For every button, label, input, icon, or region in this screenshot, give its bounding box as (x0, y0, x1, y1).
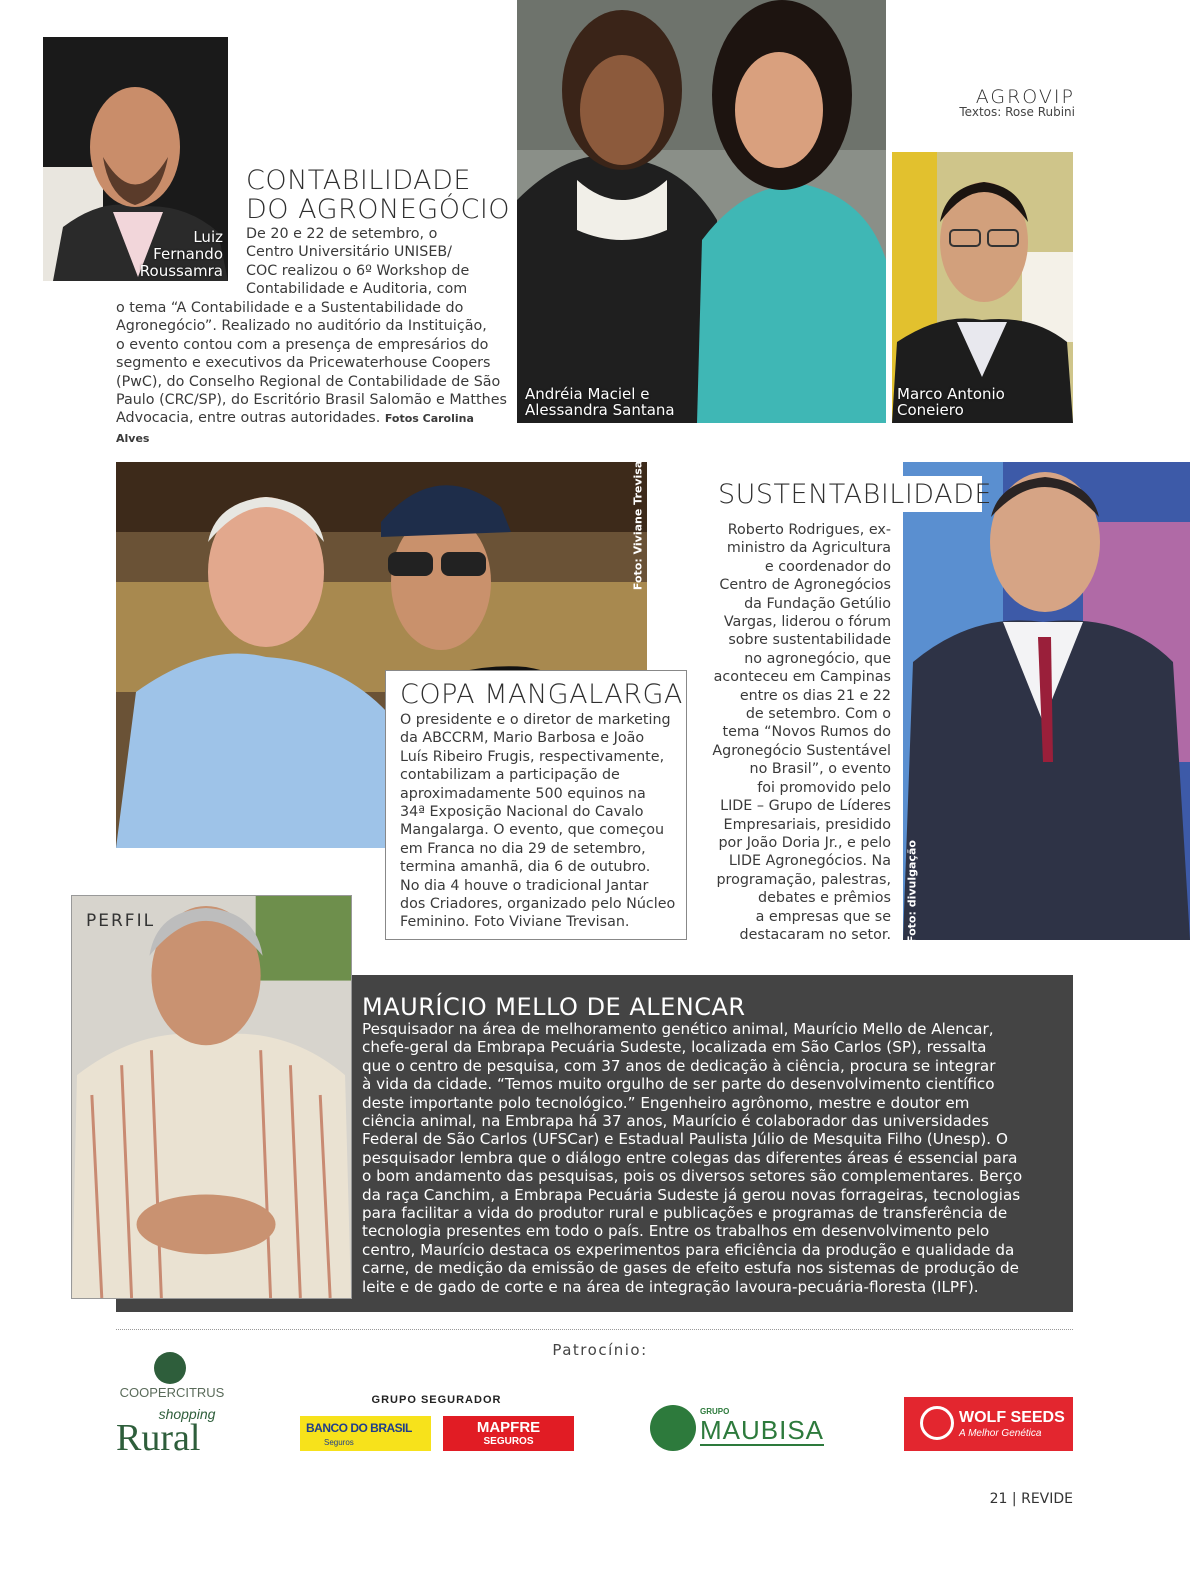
text-line: chefe-geral da Embrapa Pecuária Sudeste, localizada em São Carlos (SP), ressalta (362, 1038, 987, 1057)
text-line: por João Doria Jr., e pelo (718, 834, 891, 851)
text-line (116, 409, 511, 448)
text-line: deste importante polo tecnológico.” Engenheiro agrônomo, mestre e doutor em (362, 1093, 970, 1112)
text-line: e coordenador do (764, 558, 891, 575)
text-line: da Fundação Getúlio (744, 595, 891, 612)
text-line: sobre sustentabilidade (728, 632, 891, 649)
heading-mauricio: MAURÍCIO MELLO DE ALENCAR (362, 993, 746, 1021)
text-line: Luís Ribeiro Frugis, respectivamente, (400, 748, 665, 765)
caption-marco-2: Coneiero (897, 401, 964, 419)
text-line: aconteceu em Campinas (713, 669, 891, 686)
magazine-name: REVIDE (1021, 1491, 1073, 1507)
maubisa-logo (650, 1405, 830, 1453)
text-line: (PwC), do Conselho Regional de Contabilidade de São (116, 373, 501, 390)
coopercitrus-rural: Rural (116, 1417, 201, 1459)
text-line: Feminino. Foto Viviane Trevisan. (400, 914, 630, 931)
photo-credit-viviane: Foto: Viviane Trevisan (631, 452, 645, 591)
wolf-seeds-logo (904, 1397, 1073, 1451)
photo-credit-divulgacao: Foto: divulgação (905, 840, 919, 943)
text-line: foi promovido pelo (757, 779, 891, 796)
photo-marco-antonio (892, 152, 1073, 423)
text-line: no agronegócio, que (744, 650, 891, 667)
text-line: para facilitar a vida do produtor rural e publicações e programas de transferência de (362, 1204, 1008, 1223)
heading-sustentabilidade: SUSTENTABILIDADE (718, 479, 992, 510)
perfil-text (362, 1020, 1067, 1296)
text-line: Roberto Rodrigues, ex- (727, 522, 891, 538)
text-line: Contabilidade e Auditoria, com (246, 281, 468, 298)
bb-name: BANCO DO BRASIL (306, 1421, 412, 1435)
text-line: segmento e executivos da Pricewaterhouse Coopers (116, 355, 491, 372)
maubisa-grupo: GRUPO (700, 1407, 730, 1416)
text-line: No dia 4 houve o tradicional Jantar (400, 877, 649, 894)
text-line: centro, Maurício destaca os experimentos para eficiência da produção e qualidade da (362, 1240, 1015, 1259)
text-line: COC realizou o 6º Workshop de (246, 262, 470, 279)
text-line: Agronegócio”. Realizado no auditório da Instituição, (116, 318, 487, 335)
caption-luiz-3: Roussamra (139, 262, 223, 280)
last-line: Advocacia, entre outras autoridades. (116, 410, 381, 427)
sponsors-label: Patrocínio: (552, 1341, 648, 1359)
text-line: no Brasil”, o evento (749, 761, 891, 778)
wolf-w-icon (920, 1406, 954, 1440)
coopercitrus-name: COOPERCITRUS (119, 1385, 225, 1400)
text-line: contabilizam a participação de (400, 767, 620, 784)
caption-women-2: Alessandra Santana (525, 401, 675, 419)
caption-marco-1: Marco Antonio (897, 385, 1005, 403)
text-line: programação, palestras, (716, 871, 891, 888)
text-line: destacaram no setor. (739, 926, 891, 943)
mapfre-name: MAPFRE (476, 1419, 541, 1436)
text-line: 34ª Exposição Nacional do Cavalo (400, 804, 644, 821)
sustentabilidade-text (700, 521, 891, 944)
text-line: o tema “A Contabilidade e a Sustentabilidade do (116, 300, 464, 316)
text-line: Vargas, liderou o fórum (723, 614, 891, 631)
text-line: o evento contou com a presença de empresários do (116, 336, 489, 353)
mapfre-sub: SEGUROS (483, 1436, 534, 1447)
text-line: Paulo (CRC/SP), do Escritório Brasil Salomão e Matthes (116, 392, 507, 409)
text-line: ciência animal, na Embrapa há 37 anos, Maurício é colaborador das universidades (362, 1112, 989, 1131)
page-number: 21 (989, 1491, 1008, 1507)
coopercitrus-leaf-icon (154, 1352, 186, 1384)
text-line: à vida da cidade. “Temos muito orgulho de ser parte do desenvolvimento científico (362, 1075, 995, 1094)
text-line: que o centro de pesquisa, com 37 anos de dedicação à ciência, procura se integrar (362, 1056, 996, 1075)
text-line: da raça Canchim, a Embrapa Pecuária Sudeste já gerou novas forrageiras, tecnologias (362, 1185, 1021, 1204)
text-line: a empresas que se (755, 908, 891, 925)
coopercitrus-shopping: shopping (158, 1406, 216, 1422)
perfil-label: PERFIL (86, 911, 156, 931)
heading-contabilidade-2: DO AGRONEGÓCIO (246, 194, 511, 225)
photo-credit-carolina: Fotos Carolina Alves (116, 412, 474, 445)
footer-separator: | (1011, 1491, 1017, 1507)
text-line: O presidente e o diretor de marketing (400, 712, 671, 728)
text-line: da ABCCRM, Mario Barbosa e João (400, 730, 645, 747)
text-line: Agronegócio Sustentável (712, 742, 891, 759)
text-line: carne, de medição da emissão de gases de efeito estufa nos sistemas de produção de (362, 1259, 1019, 1278)
wolf-name: WOLF SEEDS (959, 1409, 1065, 1426)
text-line: de setembro. Com o (745, 706, 891, 723)
maubisa-name: MAUBISA (700, 1415, 825, 1445)
text-line: Pesquisador na área de melhoramento genético animal, Maurício Mello de Alencar, (362, 1020, 994, 1038)
caption-luiz-1: Luiz (193, 228, 223, 246)
section-name: AGROVIP (975, 86, 1075, 108)
contabilidade-narrow-text (246, 225, 508, 299)
text-line: Centro de Agronegócios (719, 577, 891, 594)
text-line: De 20 e 22 de setembro, o (246, 226, 438, 242)
photo-andreia-alessandra (517, 0, 886, 423)
section-credit: Textos: Rose Rubini (959, 105, 1075, 119)
contabilidade-wide-text (116, 299, 511, 448)
text-line: o bom andamento das pesquisas, pois os diversos setores são complementares. Berço (362, 1167, 1023, 1186)
bb-sub: Seguros (324, 1438, 354, 1447)
text-line: tema “Novos Rumos do (722, 724, 891, 741)
text-line: Federal de São Carlos (UFSCar) e Estadual Paulista Júlio de Mesquita Filho (Unesp). O (362, 1130, 1008, 1149)
caption-women-1: Andréia Maciel e (525, 385, 650, 403)
text-line: termina amanhã, dia 6 de outubro. (400, 859, 651, 876)
text-line: dos Criadores, organizado pelo Núcleo (400, 896, 676, 913)
sponsors-divider (116, 1329, 1073, 1330)
text-line: Empresariais, presidido (723, 816, 891, 833)
heading-contabilidade-1: CONTABILIDADE (246, 165, 471, 196)
mapfre-logo (443, 1416, 574, 1451)
text-line: entre os dias 21 e 22 (739, 687, 891, 704)
copa-text (400, 711, 685, 932)
banco-do-brasil-logo (300, 1416, 431, 1451)
text-line: Centro Universitário UNISEB/ (246, 244, 452, 261)
text-line: em Franca no dia 29 de setembro, (400, 840, 646, 857)
heading-copa-mangalarga: COPA MANGALARGA (400, 679, 683, 710)
maubisa-leaf-icon (650, 1405, 696, 1451)
wolf-sub: A Melhor Genética (959, 1428, 1042, 1439)
text-line: debates e prêmios (758, 890, 891, 907)
photo-roberto-rodrigues (903, 462, 1190, 940)
text-line: tecnologia presentes em todo o país. Entre os trabalhos em desenvolvimento pelo (362, 1222, 990, 1241)
text-line: Mangalarga. O evento, que começou (400, 822, 665, 839)
caption-luiz-2: Fernando (153, 245, 223, 263)
text-line: aproximadamente 500 equinos na (400, 785, 646, 802)
grupo-segurador-label: GRUPO SEGURADOR (371, 1394, 502, 1406)
text-line: LIDE Agronegócios. Na (728, 853, 891, 870)
coopercitrus-logo (112, 1352, 232, 1457)
text-line: LIDE – Grupo de Líderes (720, 798, 891, 815)
photo-mauricio (71, 895, 352, 1299)
page-footer (960, 1491, 1073, 1507)
text-line: ministro da Agricultura (726, 540, 891, 557)
text-line: pesquisador lembra que o diálogo entre colegas das diferentes áreas é essencial para (362, 1148, 1018, 1167)
text-line: leite e de gado de corte e na área de integração lavoura-pecuária-floresta (ILPF). (362, 1277, 979, 1296)
